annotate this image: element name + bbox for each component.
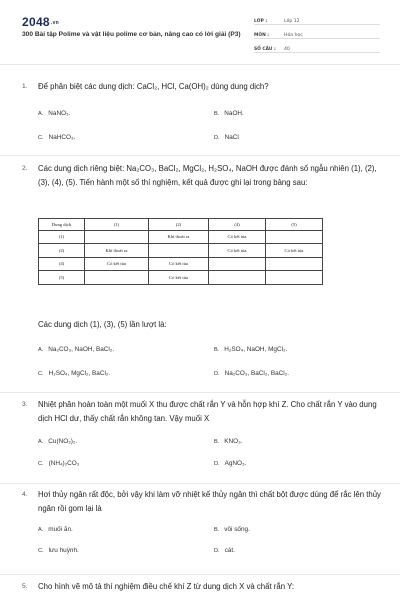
table-header-cell: (1) xyxy=(85,219,149,231)
question-text: Hơi thủy ngân rất độc, bởi vậy khi làm vỡ nhiệt kế thủy ngân thì chất bột được dùng để rắc lên thủy ngân rồi gom lại là xyxy=(38,490,381,513)
header-divider xyxy=(0,64,400,65)
question-separator xyxy=(0,392,400,393)
question-1 xyxy=(22,80,382,142)
table-cell: (2) xyxy=(39,244,85,258)
table-row xyxy=(39,230,323,244)
document-meta xyxy=(254,14,380,56)
option-a[interactable]: A. Cu(NO₃)₂. xyxy=(38,438,78,445)
option-a[interactable]: A. muối ăn. xyxy=(38,526,73,533)
table-cell xyxy=(85,230,149,244)
answer-options xyxy=(38,516,382,562)
site-logo[interactable] xyxy=(22,15,59,29)
question-subtext: Các dung dịch (1), (3), (5) lần lượt là: xyxy=(38,320,167,329)
meta-class xyxy=(254,14,380,25)
question-separator xyxy=(0,574,400,575)
answer-options xyxy=(38,94,382,142)
option-b[interactable]: B. vôi sống. xyxy=(214,526,250,533)
option-c[interactable]: C. NaHCO₃. xyxy=(38,134,76,141)
option-d[interactable]: D. Na₂CO₃, BaCl₂, BaCl₂. xyxy=(214,370,289,377)
document-title: 300 Bài tập Polime và vật liệu polime cơ bản, nâng cao có lời giải (P3) xyxy=(22,31,241,38)
question-3 xyxy=(22,398,382,472)
table-header-cell: (5) xyxy=(266,219,323,231)
question-4 xyxy=(22,488,382,562)
meta-label: LỚP : xyxy=(254,19,268,24)
table-cell: Có kết tủa xyxy=(266,244,323,258)
question-number: 2. xyxy=(22,165,28,172)
question-number: 3. xyxy=(22,401,28,408)
table-header-cell: (4) xyxy=(209,219,266,231)
option-b[interactable]: B. KNO₃. xyxy=(214,438,243,445)
meta-question-count xyxy=(254,42,380,53)
meta-value: Hóa học xyxy=(284,33,303,38)
answer-options xyxy=(38,426,382,472)
logo-main: 2048 xyxy=(22,15,50,29)
option-a[interactable]: A. Na₂CO₃, NaOH, BaCl₂. xyxy=(38,346,115,353)
question-text: Nhiệt phân hoàn toàn một muối X thu được chất rắn Y và hỗn hợp khí Z. Cho chất rắn Y vào dung dịch HCl dư, thấy chất rắn không tan. Vậy muối X xyxy=(38,400,377,423)
table-cell: (1) xyxy=(39,230,85,244)
option-a[interactable]: A. NaNO₃. xyxy=(38,110,71,117)
question-separator xyxy=(0,483,400,484)
meta-label: SỐ CÂU : xyxy=(254,47,276,52)
page-header xyxy=(0,0,400,62)
option-d[interactable]: D. cát. xyxy=(214,547,235,554)
question-text: Cho hình vẽ mô tả thí nghiệm điều chế khí Z từ dung dịch X và chất rắn Y: xyxy=(38,582,295,591)
table-cell xyxy=(266,271,323,285)
table-header-row xyxy=(39,219,323,231)
meta-subject xyxy=(254,28,380,39)
experiment-table xyxy=(38,218,323,285)
table-cell: Có kết tủa xyxy=(149,271,209,285)
table-row xyxy=(39,244,323,258)
question-text: Các dung dịch riêng biệt: Na₂CO₃, BaCl₂, MgCl₂, H₂SO₄, NaOH được đánh số ngẫu nhiên (1), (2), (3), (4), (5). Tiến hành một số thí nghiệm, kết quả được ghi lại trong bảng sau: xyxy=(38,164,377,187)
table-row xyxy=(39,257,323,271)
table-cell: Có kết tủa xyxy=(149,257,209,271)
table-cell xyxy=(266,230,323,244)
table-cell: Khí thoát ra xyxy=(85,244,149,258)
option-d[interactable]: D. AgNO₃. xyxy=(214,460,247,467)
option-c[interactable]: C. lưu huỳnh. xyxy=(38,547,79,554)
table-cell xyxy=(209,271,266,285)
question-2-options xyxy=(22,318,382,378)
table-header-cell: (2) xyxy=(149,219,209,231)
question-2 xyxy=(22,162,382,190)
option-b[interactable]: B. H₂SO₄, NaOH, MgCl₂. xyxy=(214,346,288,353)
answer-options xyxy=(38,332,382,378)
table-cell: Có kết tủa xyxy=(209,230,266,244)
question-separator xyxy=(0,155,400,156)
table-cell: (5) xyxy=(39,271,85,285)
logo-suffix: .vn xyxy=(50,19,60,26)
table-cell: Khí thoát ra xyxy=(149,230,209,244)
table-row xyxy=(39,271,323,285)
option-c[interactable]: C. (NH₄)₂CO₃ xyxy=(38,460,80,467)
table-header-cell: Dung dịch xyxy=(39,219,85,231)
table-cell xyxy=(209,257,266,271)
table-cell: (4) xyxy=(39,257,85,271)
question-number: 1. xyxy=(22,83,28,90)
question-text: Để phân biệt các dung dịch: CaCl₂, HCl, Ca(OH)₂ dùng dung dịch? xyxy=(38,82,269,91)
meta-value: 40 xyxy=(284,47,290,52)
table-cell xyxy=(85,271,149,285)
question-number: 4. xyxy=(22,491,28,498)
question-5 xyxy=(22,580,382,594)
option-c[interactable]: C. H₂SO₄, MgCl₂, BaCl₂. xyxy=(38,370,111,377)
table-cell xyxy=(266,257,323,271)
table-cell: Có kết tủa xyxy=(85,257,149,271)
meta-label: MÔN : xyxy=(254,33,270,38)
table-cell xyxy=(149,244,209,258)
option-b[interactable]: B. NaOH. xyxy=(214,110,244,117)
question-number: 5. xyxy=(22,583,28,590)
meta-value: Lớp 12 xyxy=(284,19,300,24)
table-cell: Có kết tủa xyxy=(209,244,266,258)
option-d[interactable]: D. NaCl xyxy=(214,134,239,141)
